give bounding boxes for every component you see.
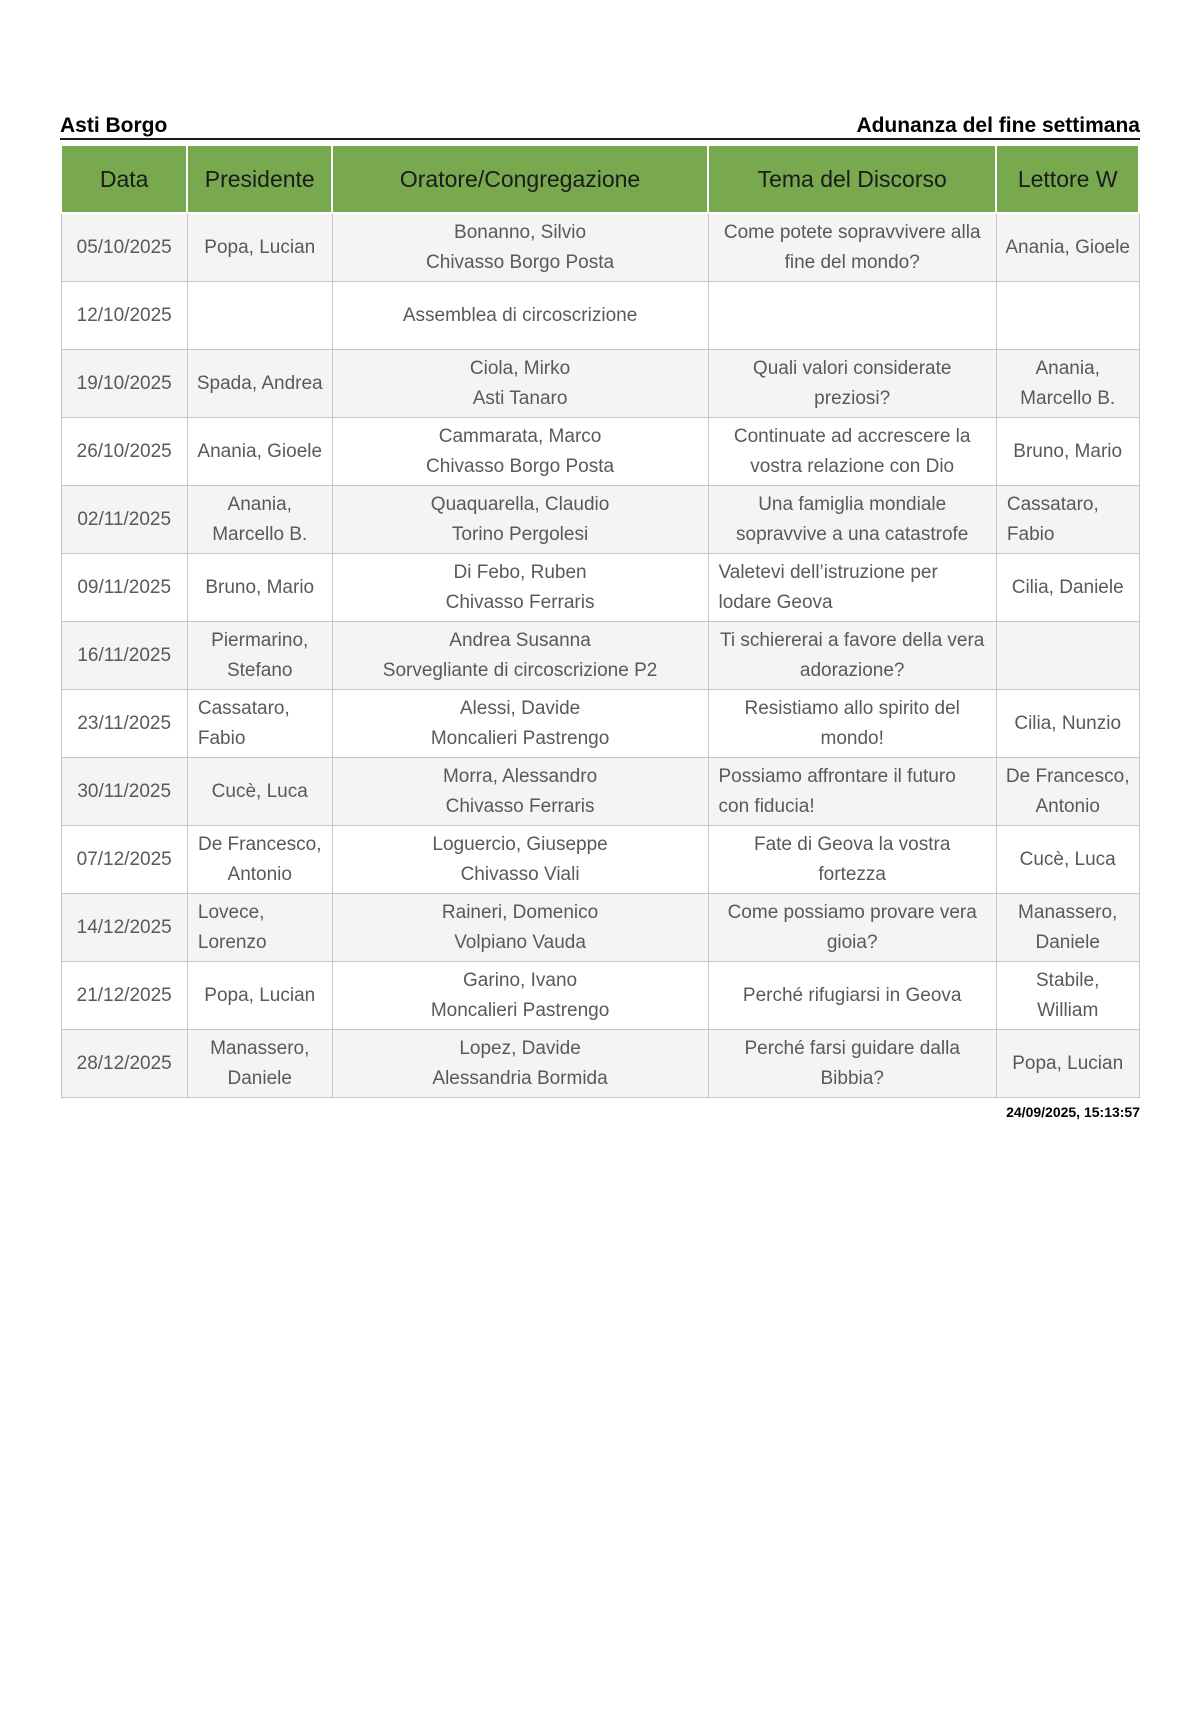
- speaker-cell-line: Quaquarella, Claudio: [430, 493, 610, 515]
- president-cell-line: Bruno, Mario: [205, 576, 315, 598]
- reader-cell-line: Popa, Lucian: [1012, 1052, 1124, 1074]
- speaker-cell-line: Chivasso Viali: [460, 863, 580, 885]
- reader-cell-line: Bruno, Mario: [1013, 440, 1123, 462]
- theme-cell: [708, 554, 996, 622]
- theme-cell-line: Perché rifugiarsi in Geova: [742, 984, 962, 1006]
- table-row: [61, 894, 1139, 962]
- theme-cell-line: fortezza: [818, 863, 886, 885]
- speaker-cell: [332, 282, 708, 350]
- reader-cell-line: Cassataro,: [1006, 493, 1099, 515]
- speaker-cell-line: Moncalieri Pastrengo: [430, 999, 610, 1021]
- column-header-date: Data: [61, 145, 187, 213]
- theme-cell-line: Resistiamo allo spirito del: [744, 697, 960, 719]
- theme-cell-line: fine del mondo?: [784, 251, 920, 273]
- date-cell: 02/11/2025: [61, 486, 187, 554]
- president-cell-line: Cucè, Luca: [211, 780, 308, 802]
- table-row: [61, 350, 1139, 418]
- theme-cell-line: Valetevi dell’istruzione per: [718, 561, 938, 583]
- president-cell-line: Daniele: [227, 1067, 292, 1089]
- date-cell: 09/11/2025: [61, 554, 187, 622]
- president-cell-line: Antonio: [227, 863, 292, 885]
- date-cell: 30/11/2025: [61, 758, 187, 826]
- speaker-cell-line: Bonanno, Silvio: [454, 221, 587, 243]
- reader-cell: [996, 962, 1139, 1030]
- theme-cell-line: adorazione?: [799, 659, 905, 681]
- table-row: [61, 486, 1139, 554]
- speaker-cell-line: Alessi, Davide: [459, 697, 581, 719]
- date-cell: 05/10/2025: [61, 213, 187, 282]
- reader-cell: [996, 758, 1139, 826]
- president-cell-line: Marcello B.: [212, 523, 308, 545]
- reader-cell-line: Antonio: [1035, 795, 1100, 817]
- theme-cell-line: con fiducia!: [718, 795, 815, 817]
- president-cell: [187, 1030, 332, 1098]
- reader-cell: [996, 282, 1139, 350]
- president-cell: [187, 213, 332, 282]
- page-title: Adunanza del fine settimana: [856, 114, 1140, 137]
- reader-cell-line: Cilia, Nunzio: [1014, 712, 1122, 734]
- president-cell-line: Spada, Andrea: [196, 372, 323, 394]
- speaker-cell-line: Torino Pergolesi: [451, 523, 589, 545]
- reader-cell: [996, 1030, 1139, 1098]
- reader-cell: [996, 213, 1139, 282]
- table-row: [61, 213, 1139, 282]
- table-row: [61, 282, 1139, 350]
- speaker-cell-line: Chivasso Ferraris: [445, 795, 595, 817]
- president-cell-line: Lovece,: [197, 901, 265, 923]
- date-cell: 28/12/2025: [61, 1030, 187, 1098]
- column-header-theme: Tema del Discorso: [708, 145, 996, 213]
- theme-cell: [708, 486, 996, 554]
- theme-cell-line: Bibbia?: [820, 1067, 884, 1089]
- theme-cell-line: lodare Geova: [718, 591, 833, 613]
- reader-cell: [996, 418, 1139, 486]
- speaker-cell-line: Assemblea di circoscrizione: [402, 304, 638, 326]
- speaker-cell-line: Loguercio, Giuseppe: [432, 833, 608, 855]
- speaker-cell: [332, 1030, 708, 1098]
- schedule-table: [60, 144, 1140, 1098]
- reader-cell: [996, 690, 1139, 758]
- speaker-cell-line: Andrea Susanna: [449, 629, 591, 651]
- congregation-name: Asti Borgo: [60, 114, 168, 137]
- theme-cell-line: Perché farsi guidare dalla: [744, 1037, 960, 1059]
- reader-cell-line: Anania, Gioele: [1005, 236, 1131, 258]
- reader-cell: [996, 350, 1139, 418]
- president-cell: [187, 486, 332, 554]
- theme-cell: [708, 1030, 996, 1098]
- date-cell: 12/10/2025: [61, 282, 187, 350]
- president-cell-line: Popa, Lucian: [204, 236, 316, 258]
- speaker-cell: [332, 486, 708, 554]
- theme-cell: [708, 622, 996, 690]
- speaker-cell-line: Garino, Ivano: [463, 969, 578, 991]
- speaker-cell: [332, 690, 708, 758]
- speaker-cell: [332, 554, 708, 622]
- president-cell-line: De Francesco,: [197, 833, 322, 855]
- president-cell: [187, 962, 332, 1030]
- date-cell: 21/12/2025: [61, 962, 187, 1030]
- speaker-cell-line: Ciola, Mirko: [469, 357, 571, 379]
- president-cell: [187, 622, 332, 690]
- theme-cell: [708, 894, 996, 962]
- president-cell: [187, 758, 332, 826]
- reader-cell-line: William: [1037, 999, 1099, 1021]
- speaker-cell: [332, 826, 708, 894]
- reader-cell-line: Marcello B.: [1020, 387, 1116, 409]
- speaker-cell-line: Asti Tanaro: [472, 387, 568, 409]
- date-cell: 14/12/2025: [61, 894, 187, 962]
- reader-cell-line: Anania,: [1035, 357, 1100, 379]
- table-row: [61, 826, 1139, 894]
- theme-cell: [708, 758, 996, 826]
- page-header: [60, 113, 1140, 140]
- theme-cell: [708, 962, 996, 1030]
- reader-cell-line: Stabile,: [1036, 969, 1100, 991]
- reader-cell-line: Cilia, Daniele: [1011, 576, 1124, 598]
- speaker-cell-line: Alessandria Bormida: [432, 1067, 608, 1089]
- president-cell: [187, 282, 332, 350]
- speaker-cell: [332, 213, 708, 282]
- theme-cell-line: sopravvive a una catastrofe: [736, 523, 969, 545]
- president-cell: [187, 418, 332, 486]
- table-row: [61, 1030, 1139, 1098]
- theme-cell: [708, 418, 996, 486]
- reader-cell-line: Cucè, Luca: [1019, 848, 1116, 870]
- speaker-cell: [332, 758, 708, 826]
- speaker-cell-line: Raineri, Domenico: [441, 901, 599, 923]
- theme-cell: [708, 826, 996, 894]
- speaker-cell: [332, 962, 708, 1030]
- reader-cell-line: Daniele: [1035, 931, 1100, 953]
- president-cell-line: Piermarino,: [211, 629, 309, 651]
- column-header-speaker: Oratore/Congregazione: [332, 145, 708, 213]
- reader-cell: [996, 894, 1139, 962]
- date-cell: 26/10/2025: [61, 418, 187, 486]
- theme-cell: [708, 350, 996, 418]
- president-cell: [187, 826, 332, 894]
- speaker-cell-line: Sorvegliante di circoscrizione P2: [382, 659, 658, 681]
- table-row: [61, 690, 1139, 758]
- president-cell: [187, 554, 332, 622]
- date-cell: 23/11/2025: [61, 690, 187, 758]
- president-cell-line: Popa, Lucian: [204, 984, 316, 1006]
- president-cell-line: Anania,: [227, 493, 292, 515]
- reader-cell-line: Manassero,: [1018, 901, 1118, 923]
- theme-cell-line: mondo!: [820, 727, 884, 749]
- reader-cell-line: De Francesco,: [1005, 765, 1130, 787]
- theme-cell: [708, 213, 996, 282]
- theme-cell-line: Una famiglia mondiale: [758, 493, 947, 515]
- table-row: [61, 554, 1139, 622]
- speaker-cell: [332, 350, 708, 418]
- table-row: [61, 962, 1139, 1030]
- theme-cell-line: Quali valori considerate: [752, 357, 952, 379]
- date-cell: 07/12/2025: [61, 826, 187, 894]
- date-cell: 19/10/2025: [61, 350, 187, 418]
- table-row: [61, 418, 1139, 486]
- column-header-reader: Lettore W: [996, 145, 1139, 213]
- table-row: [61, 758, 1139, 826]
- president-cell-line: Stefano: [226, 659, 293, 681]
- president-cell: [187, 894, 332, 962]
- table-header-row: [61, 145, 1139, 213]
- theme-cell-line: Ti schiererai a favore della vera: [720, 629, 985, 651]
- speaker-cell: [332, 894, 708, 962]
- speaker-cell-line: Chivasso Borgo Posta: [426, 251, 615, 273]
- theme-cell-line: Come possiamo provare vera: [727, 901, 977, 923]
- speaker-cell: [332, 622, 708, 690]
- speaker-cell-line: Chivasso Borgo Posta: [426, 455, 615, 477]
- reader-cell: [996, 622, 1139, 690]
- president-cell-line: Manassero,: [210, 1037, 310, 1059]
- theme-cell-line: preziosi?: [814, 387, 891, 409]
- president-cell: [187, 350, 332, 418]
- generated-timestamp: 24/09/2025, 15:13:57: [1006, 1104, 1140, 1120]
- reader-cell: [996, 486, 1139, 554]
- speaker-cell-line: Morra, Alessandro: [442, 765, 598, 787]
- president-cell-line: Fabio: [197, 727, 246, 749]
- table-row: [61, 622, 1139, 690]
- column-header-president: Presidente: [187, 145, 332, 213]
- speaker-cell-line: Volpiano Vauda: [454, 931, 586, 953]
- president-cell: [187, 690, 332, 758]
- president-cell-line: Cassataro,: [197, 697, 290, 719]
- president-cell-line: Anania, Gioele: [197, 440, 323, 462]
- speaker-cell-line: Lopez, Davide: [459, 1037, 581, 1059]
- speaker-cell-line: Moncalieri Pastrengo: [430, 727, 610, 749]
- theme-cell-line: vostra relazione con Dio: [750, 455, 955, 477]
- reader-cell-line: Fabio: [1006, 523, 1055, 545]
- table-body: [61, 213, 1139, 1098]
- speaker-cell-line: Cammarata, Marco: [438, 425, 602, 447]
- theme-cell: [708, 690, 996, 758]
- theme-cell: [708, 282, 996, 350]
- speaker-cell-line: Di Febo, Ruben: [453, 561, 587, 583]
- reader-cell: [996, 554, 1139, 622]
- theme-cell-line: Come potete sopravvivere alla: [723, 221, 981, 243]
- theme-cell-line: Fate di Geova la vostra: [753, 833, 951, 855]
- speaker-cell-line: Chivasso Ferraris: [445, 591, 595, 613]
- theme-cell-line: Continuate ad accrescere la: [733, 425, 971, 447]
- president-cell-line: Lorenzo: [197, 931, 267, 953]
- speaker-cell: [332, 418, 708, 486]
- reader-cell: [996, 826, 1139, 894]
- date-cell: 16/11/2025: [61, 622, 187, 690]
- theme-cell-line: gioia?: [826, 931, 878, 953]
- theme-cell-line: Possiamo affrontare il futuro: [718, 765, 956, 787]
